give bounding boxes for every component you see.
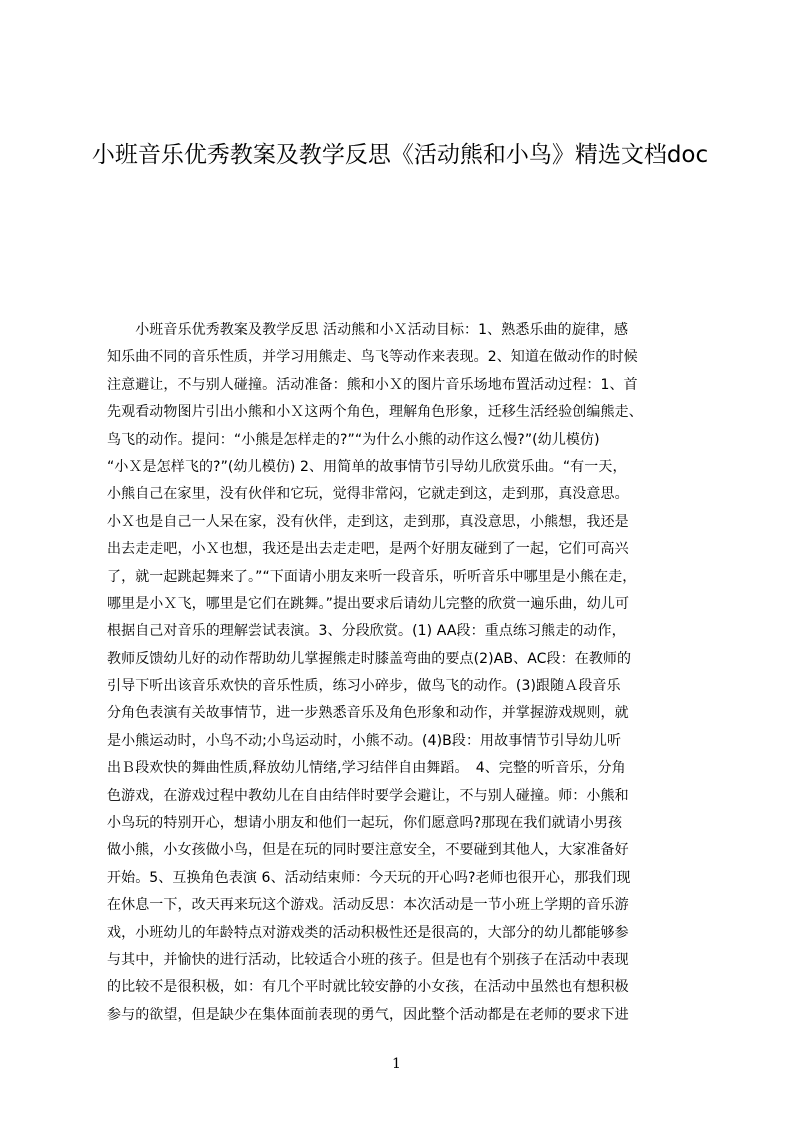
body-line: 小Ｘ也是自己一人呆在家，没有伙伴，走到这，走到那，真没意思，小熊想，我还是 <box>107 513 629 530</box>
body-line: 哪里是小Ｘ飞，哪里是它们在跳舞。”提出要求后请幼儿完整的欣赏一遍乐曲，幼儿可 <box>107 595 630 612</box>
body-line: 出Ｂ段欢快的舞曲性质,释放幼儿情绪,学习结伴自由舞蹈。 4、完整的听音乐，分角 <box>107 760 626 777</box>
body-line: 戏，小班幼儿的年龄特点对游戏类的活动积极性还是很高的，大部分的幼儿都能够参 <box>107 924 629 941</box>
document-body <box>107 317 699 1037</box>
body-line: 开始。5、互换角色表演 6、活动结束师：今天玩的开心吗?老师也很开心，那我们现 <box>107 869 631 886</box>
body-line: 小班音乐优秀教案及教学反思 活动熊和小Ｘ活动目标：1、熟悉乐曲的旋律，感 <box>107 322 629 338</box>
body-line: “小Ｘ是怎样飞的?”(幼儿模仿) 2、用简单的故事情节引导幼儿欣赏乐曲。“有一天， <box>107 458 627 475</box>
body-line: 与其中，并愉快的进行活动，比较适合小班的孩子。但是也有个别孩子在活动中表现 <box>107 951 629 968</box>
body-line: 分角色表演有关故事情节，进一步熟悉音乐及角色形象和动作，并掌握游戏规则，就 <box>107 705 629 722</box>
body-line: 了，就一起跳起舞来了。”“下面请小朋友来听一段音乐，听听音乐中哪里是小熊在走， <box>107 568 637 585</box>
body-line: 色游戏，在游戏过程中教幼儿在自由结伴时要学会避让，不与别人碰撞。师：小熊和 <box>107 787 629 804</box>
page-number: 1 <box>392 1056 401 1072</box>
body-line: 在休息一下，改天再来玩这个游戏。活动反思：本次活动是一节小班上学期的音乐游 <box>107 897 629 914</box>
body-line: 小鸟玩的特别开心，想请小朋友和他们一起玩，你们愿意吗?那现在我们就请小男孩 <box>107 815 623 832</box>
body-line: 做小熊，小女孩做小鸟，但是在玩的同时要注意安全，不要碰到其他人，大家准备好 <box>107 842 629 859</box>
body-line: 鸟飞的动作。提问：“小熊是怎样走的?”“为什么小熊的动作这么慢?”(幼儿模仿) <box>107 431 600 448</box>
body-line: 引导下听出该音乐欢快的音乐性质，练习小碎步，做鸟飞的动作。(3)跟随Ａ段音乐 <box>107 678 621 695</box>
body-line: 先观看动物图片引出小熊和小Ｘ这两个角色，理解角色形象，迁移生活经验创编熊走、 <box>107 404 643 421</box>
body-line: 注意避让，不与别人碰撞。活动准备：熊和小Ｘ的图片音乐场地布置活动过程：1、首 <box>107 376 638 393</box>
body-line: 出去走走吧，小Ｘ也想，我还是出去走走吧，是两个好朋友碰到了一起，它们可高兴 <box>107 541 629 558</box>
body-line: 参与的欲望，但是缺少在集体面前表现的勇气，因此整个活动都是在老师的要求下进 <box>107 1006 629 1023</box>
document-title: 小班音乐优秀教案及教学反思《活动熊和小鸟》精选文档doc <box>91 142 709 168</box>
body-line: 根据自己对音乐的理解尝试表演。3、分段欣赏。(1) AA段：重点练习熊走的动作， <box>107 623 626 640</box>
body-line: 的比较不是很积极，如：有几个平时就比较安静的小女孩，在活动中虽然也有想积极 <box>107 979 629 996</box>
body-line: 教师反馈幼儿好的动作帮助幼儿掌握熊走时膝盖弯曲的要点(2)AB、AC段：在教师的 <box>107 650 632 667</box>
body-line: 是小熊运动时，小鸟不动;小鸟运动时，小熊不动。(4)B段：用故事情节引导幼儿听 <box>107 732 622 749</box>
body-line: 知乐曲不同的音乐性质，并学习用熊走、鸟飞等动作来表现。2、知道在做动作的时候 <box>107 349 638 366</box>
body-line: 小熊自己在家里，没有伙伴和它玩，觉得非常闷，它就走到这，走到那，真没意思。 <box>107 486 629 503</box>
